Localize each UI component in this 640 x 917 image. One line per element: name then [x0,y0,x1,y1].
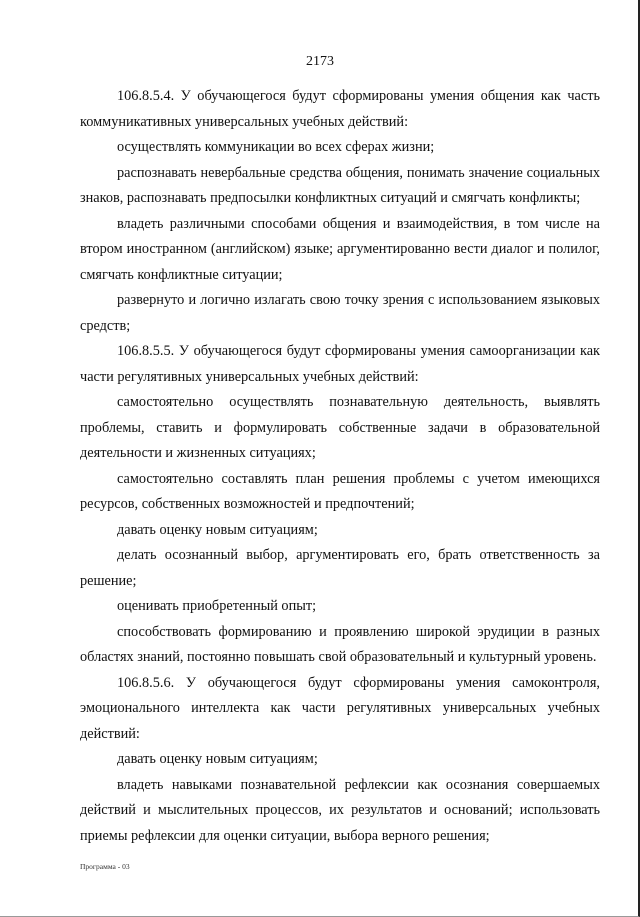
paragraph-106-8-5-4: 106.8.5.4. У обучающегося будут сформированы умения общения как часть коммуникативных универсальных учебных действий: [80,88,600,130]
list-item: самостоятельно осуществлять познавательную деятельность, выявлять проблемы, ставить и формулировать собственные задачи в образовательной деятельности и жизненных ситуациях; [80,394,600,461]
list-item: давать оценку новым ситуациям; [117,751,318,767]
list-item: владеть различными способами общения и взаимодействия, в том числе на втором иностранном (английском) языке; аргументированно вести диалог и полилог, смягчать конфликтные ситуации; [80,215,600,283]
list-item: оценивать приобретенный опыт; [117,598,317,614]
list-item: владеть навыками познавательной рефлексии как осознания совершаемых действий и мыслительных процессов, их результатов и оснований; использовать приемы рефлексии для оценки ситуации, выбора верного решения; [80,776,600,844]
paragraph-106-8-5-5: 106.8.5.5. У обучающегося будут сформированы умения самоорганизации как части регулятивных универсальных учебных действий: [80,343,600,385]
list-item: самостоятельно составлять план решения проблемы с учетом имеющихся ресурсов, собственных возможностей и предпочтений; [80,470,600,512]
list-item: осуществлять коммуникации во всех сферах жизни; [117,139,435,155]
list-item: распознавать невербальные средства общения, понимать значение социальных знаков, распознавать предпосылки конфликтных ситуаций и смягчать конфликты; [80,164,600,206]
list-item: развернуто и логично излагать свою точку зрения с использованием языковых средств; [80,292,600,334]
footer-label: Программа - 03 [80,862,130,871]
document-body [80,84,600,849]
list-item: делать осознанный выбор, аргументировать его, брать ответственность за решение; [80,547,600,589]
list-item: способствовать формированию и проявлению широкой эрудиции в разных областях знаний, постоянно повышать свой образовательный и культурный уровень. [80,623,600,665]
paragraph-106-8-5-6: 106.8.5.6. У обучающегося будут сформированы умения самоконтроля, эмоционального интеллекта как части регулятивных универсальных учебных действий: [80,674,600,742]
page-number: 2173 [306,54,334,69]
list-item: давать оценку новым ситуациям; [117,521,318,538]
